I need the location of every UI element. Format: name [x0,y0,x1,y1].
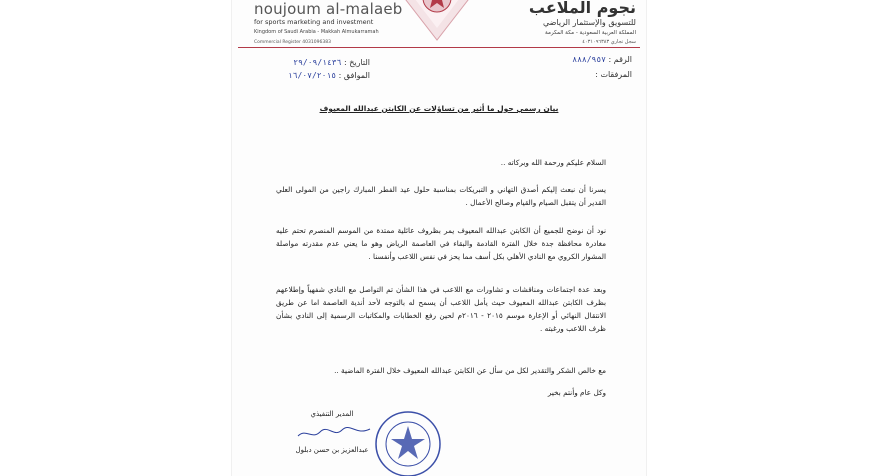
corresponding-date-label: الموافق : [338,71,370,80]
corresponding-date-value: ١٦/٠٧/٢٠١٥ [287,71,337,80]
letter-paragraph-4: مع خالص الشكر والتقدير لكل من سأل عن الكابتن عبدالله المعيوف خلال الفترة الماضية .. [334,366,606,375]
signatory-title: المدير التنفيذي [310,410,354,418]
letter-subject: بيان رسمي حول ما أثير من تساؤلات عن الكابتن عبدالله المعيوف [319,104,559,113]
letter-paragraph-1: يسرنا أن نبعث إليكم أصدق التهاني و التبريكات بمناسبة حلول عيد الفطر المبارك راجين من المولى العلي القدير أن يتقبل الصيام والقيام وصالح الأعمال . [276,185,606,207]
letterhead-ar-tagline: للتسويق والإستثمار الرياضي [542,18,636,27]
reference-number-label: الرقم : [608,55,632,64]
signatory-name: عبدالعزيز بن حسن دبلول [295,446,369,454]
letter-page [232,0,646,476]
reference-number-field [502,55,632,64]
letterhead-en-register: Commercial Register 4031096383 [254,40,331,45]
letter-greeting: السلام عليكم ورحمة الله وبركاته .. [500,158,606,167]
letter-paragraph-2: نود أن نوضح للجميع أن الكابتن عبدالله المعيوف يمر بظروف عائلية ممتدة من الموسم المنصرم تحتم عليه مغادرة محافظة جدة خلال الفترة القادمة والبقاء في العاصمة الرياض وهو ما يعني عدم مقدرته مواصلة المشوار الكروي مع النادي الأهلي بكل أسف مما يحز في نفس اللاعب وأنفسنا . [276,226,606,261]
date-field [260,58,370,67]
attachments-label: المرفقات : [595,70,632,79]
reference-number-value: ٨٨٨/٩٥٧ [572,55,606,64]
letterhead-en-title: noujoum al-malaeb [254,0,403,18]
company-logo [382,0,492,44]
date-label: التاريخ : [343,58,370,67]
header-divider [238,47,640,48]
letterhead-ar-title: نجوم الملاعب [528,0,636,17]
letterhead-ar-register: سجل تجاري ٤٠٣١٠٩٦٣٨٣ [582,39,636,45]
letterhead-en-tagline: for sports marketing and investment [254,18,374,26]
corresponding-date-field [260,71,370,80]
letter-paragraph-3: وبعد عدة اجتماعات ومناقشات و تشاورات مع اللاعب في هذا الشأن تم التواصل مع النادي شفهياً وإطلاعهم بظرف الكابتن عبدالله المعيوف حيث يأمل اللاعب أن يسمح له بالتوجه لأحد أندية العاصمة اما عن طريق الانتقال النهائي أو الإعارة موسم ٢٠١٥ - ٢٠١٦م لحين رفع الخطابات والمكاتبات الرسمية إلى النادي بشأن ظرف اللاعب ورغبته . [276,285,606,333]
attachments-field [502,70,632,79]
letterhead-ar-location: المملكة العربية السعودية - مكة المكرمة [545,30,636,36]
letterhead-en-location: Kingdom of Saudi Arabia - Makkah Almukarramah [254,29,379,35]
official-stamp [374,410,442,476]
date-value: ٢٩/٠٩/١٤٣٦ [293,58,342,67]
handwritten-signature [294,424,374,442]
letter-closing: وكل عام وأنتم بخير [547,388,606,397]
